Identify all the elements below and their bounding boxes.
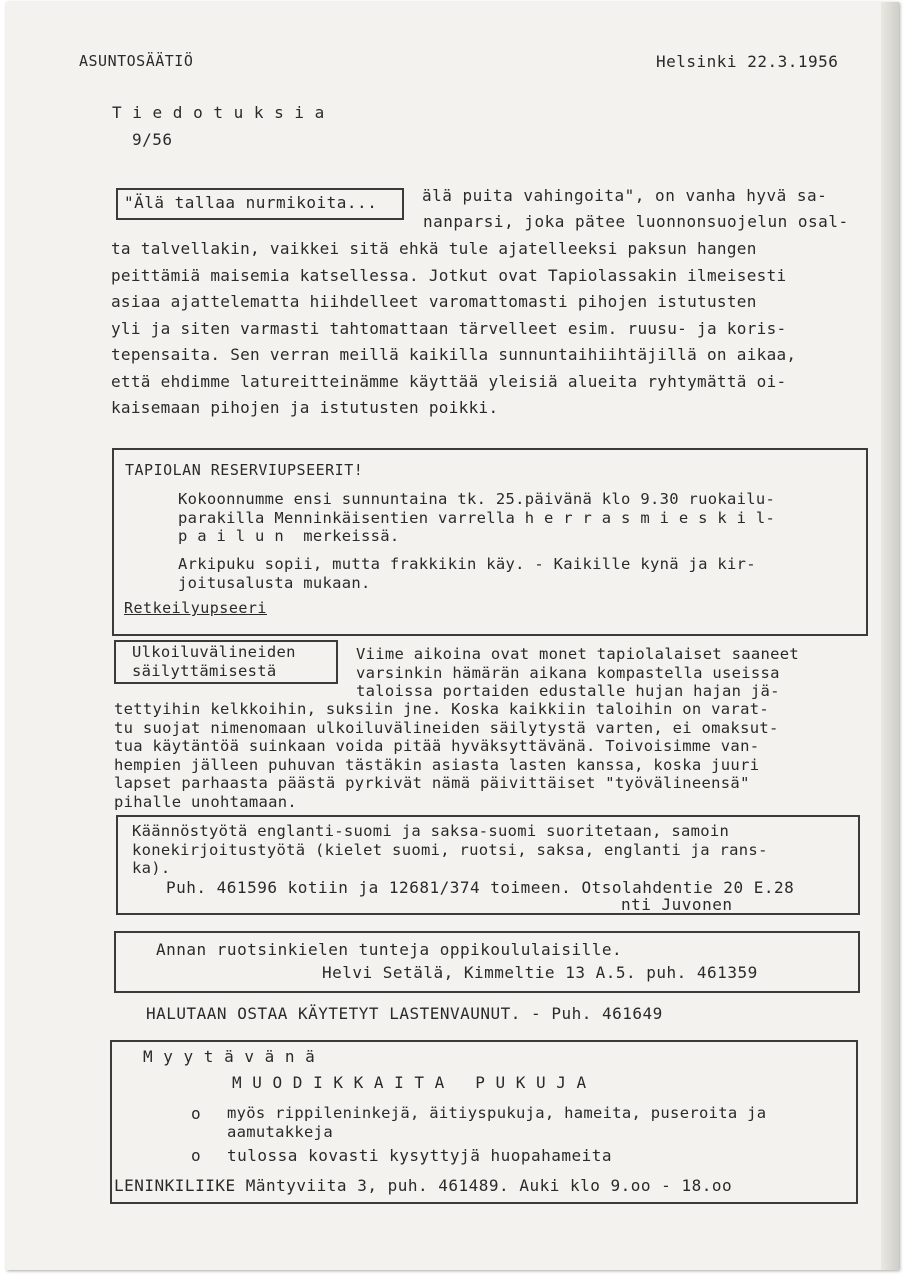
shop-ad-title: M y y t ä v ä n ä [143, 1047, 316, 1066]
reservists-body [178, 490, 775, 546]
notice-line: Arkipuku sopii, mutta frakkikin käy. - Kaikille kynä ja kir- [178, 555, 756, 573]
reservists-heading: TAPIOLAN RESERVIUPSEERIT! [125, 461, 364, 479]
storage-heading [132, 643, 296, 680]
swedish-ad-line: Annan ruotsinkielen tunteja oppikoululaisille. [156, 940, 623, 959]
notice-line: parakilla Menninkäisentien varrella h e r r a s m i e s k i l- [178, 508, 776, 527]
notice-line: Kokoonnumme ensi sunnuntaina tk. 25.päivänä klo 9.30 ruokailu- [178, 490, 776, 508]
storage-line: taloissa portaiden edustalle hujan hajan jä- [356, 682, 780, 701]
article-line: yli ja siten varmasti tahtomattaan tärvelleet esim. ruusu- ja koris- [111, 318, 787, 338]
storage-line: varsinkin hämärän aikana kompastella useissa [356, 663, 780, 682]
translation-name: nti Juvonen [621, 895, 733, 914]
article-body [111, 236, 796, 422]
article-line: kaisemaan pihojen ja istutusten poikki. [111, 398, 499, 417]
article-heading: "Älä tallaa nurmikoita... [124, 193, 378, 212]
shop-ad-subtitle: M U O D I K K A I T A P U K U J A [232, 1073, 587, 1092]
article-line: älä puita vahingoita", on vanha hyvä sa- [422, 186, 828, 205]
bullet-line: aamutakkeja [227, 1122, 333, 1141]
article-line: ta talvellakin, vaikkei sitä ehkä tule ajatelleeksi paksun hangen [111, 239, 757, 258]
bullet-mark: o [191, 1146, 202, 1165]
reservists-signature: Retkeilyupseeri [124, 599, 267, 617]
ad-line: ka). [132, 859, 171, 878]
storage-line: hempien jälleen puhuvan tästäkin asiasta lasten kanssa, koska juuri [114, 755, 760, 774]
storage-line: tu suojat nimenomaan ulkoiluvälineiden säilytystä varten, ei omaksut- [114, 718, 779, 737]
storage-line: tua käytäntöä suinkaan voida pitää hyväksyttävänä. Toivoisimme van- [114, 737, 760, 756]
shop-ad-footer: LENINKILIIKE Mäntyviita 3, puh. 461489. Auki klo 9.oo - 18.oo [114, 1176, 733, 1195]
storage-line: tettyihin kelkkoihin, suksiin jne. Koska kaikkiin taloihin on varat- [114, 700, 769, 718]
article-line: nanparsi, joka pätee luonnonsuojelun osal- [423, 212, 849, 231]
swedish-ad-contact: Helvi Setälä, Kimmeltie 13 A.5. puh. 461359 [322, 963, 758, 982]
notice-line: p a i l u n merkeissä. [178, 527, 400, 546]
storage-heading-line: Ulkoiluvälineiden [132, 643, 296, 661]
page-edge-shadow [881, 2, 899, 1270]
bullet-mark: o [191, 1104, 202, 1123]
bullet-line: myös rippileninkejä, äitiyspukuja, hameita, puseroita ja [227, 1104, 767, 1122]
shop-bullet-1 [227, 1104, 766, 1141]
paper-sheet [6, 2, 899, 1270]
ad-line: Käännöstyötä englanti-suomi ja saksa-suomi suoritetaan, samoin [132, 822, 730, 840]
pram-ad: HALUTAAN OSTAA KÄYTETYT LASTENVAUNUT. - Puh. 461649 [146, 1004, 663, 1023]
storage-body [114, 700, 779, 812]
article-line: peittämiä maisemia katsellessa. Jotkut ovat Tapiolassakin ilmeisesti [111, 265, 787, 285]
org-name: ASUNTOSÄÄTIÖ [79, 52, 194, 70]
storage-line: lapset parhaasta päästä pyrkivät nämä päivittäiset "työvälineensä" [114, 774, 750, 793]
issue-number: 9/56 [132, 130, 173, 149]
article-line: asiaa ajattelematta hiihdelleet varomattomasti pihojen istutusten [111, 292, 757, 311]
reservists-body-2 [178, 555, 756, 592]
ad-line: konekirjoitustyötä (kielet suomi, ruotsi, saksa, englanti ja rans- [132, 840, 768, 859]
shop-bullet-2: tulossa kovasti kysyttyjä huopahameita [227, 1146, 613, 1165]
storage-heading-line: säilyttämisestä [132, 661, 277, 680]
article-line: että ehdimme latureitteinämme käyttää yleisiä alueita ryhtymättä oi- [111, 371, 787, 391]
notice-line: joitusalusta mukaan. [178, 573, 371, 592]
translation-contact: Puh. 461596 kotiin ja 12681/374 toimeen. Otsolahdentie 20 E.28 [166, 878, 795, 897]
article-line: tepensaita. Sen verran meillä kaikilla sunnuntaihiihtäjillä on aikaa, [111, 345, 797, 364]
place-date: Helsinki 22.3.1956 [656, 52, 839, 71]
bulletin-title: T i e d o t u k s i a [112, 103, 325, 122]
storage-line: pihalle unohtamaan. [114, 792, 298, 811]
storage-lead [356, 645, 799, 701]
storage-line: Viime aikoina ovat monet tapiolalaiset saaneet [356, 645, 800, 663]
translation-ad [132, 822, 768, 878]
